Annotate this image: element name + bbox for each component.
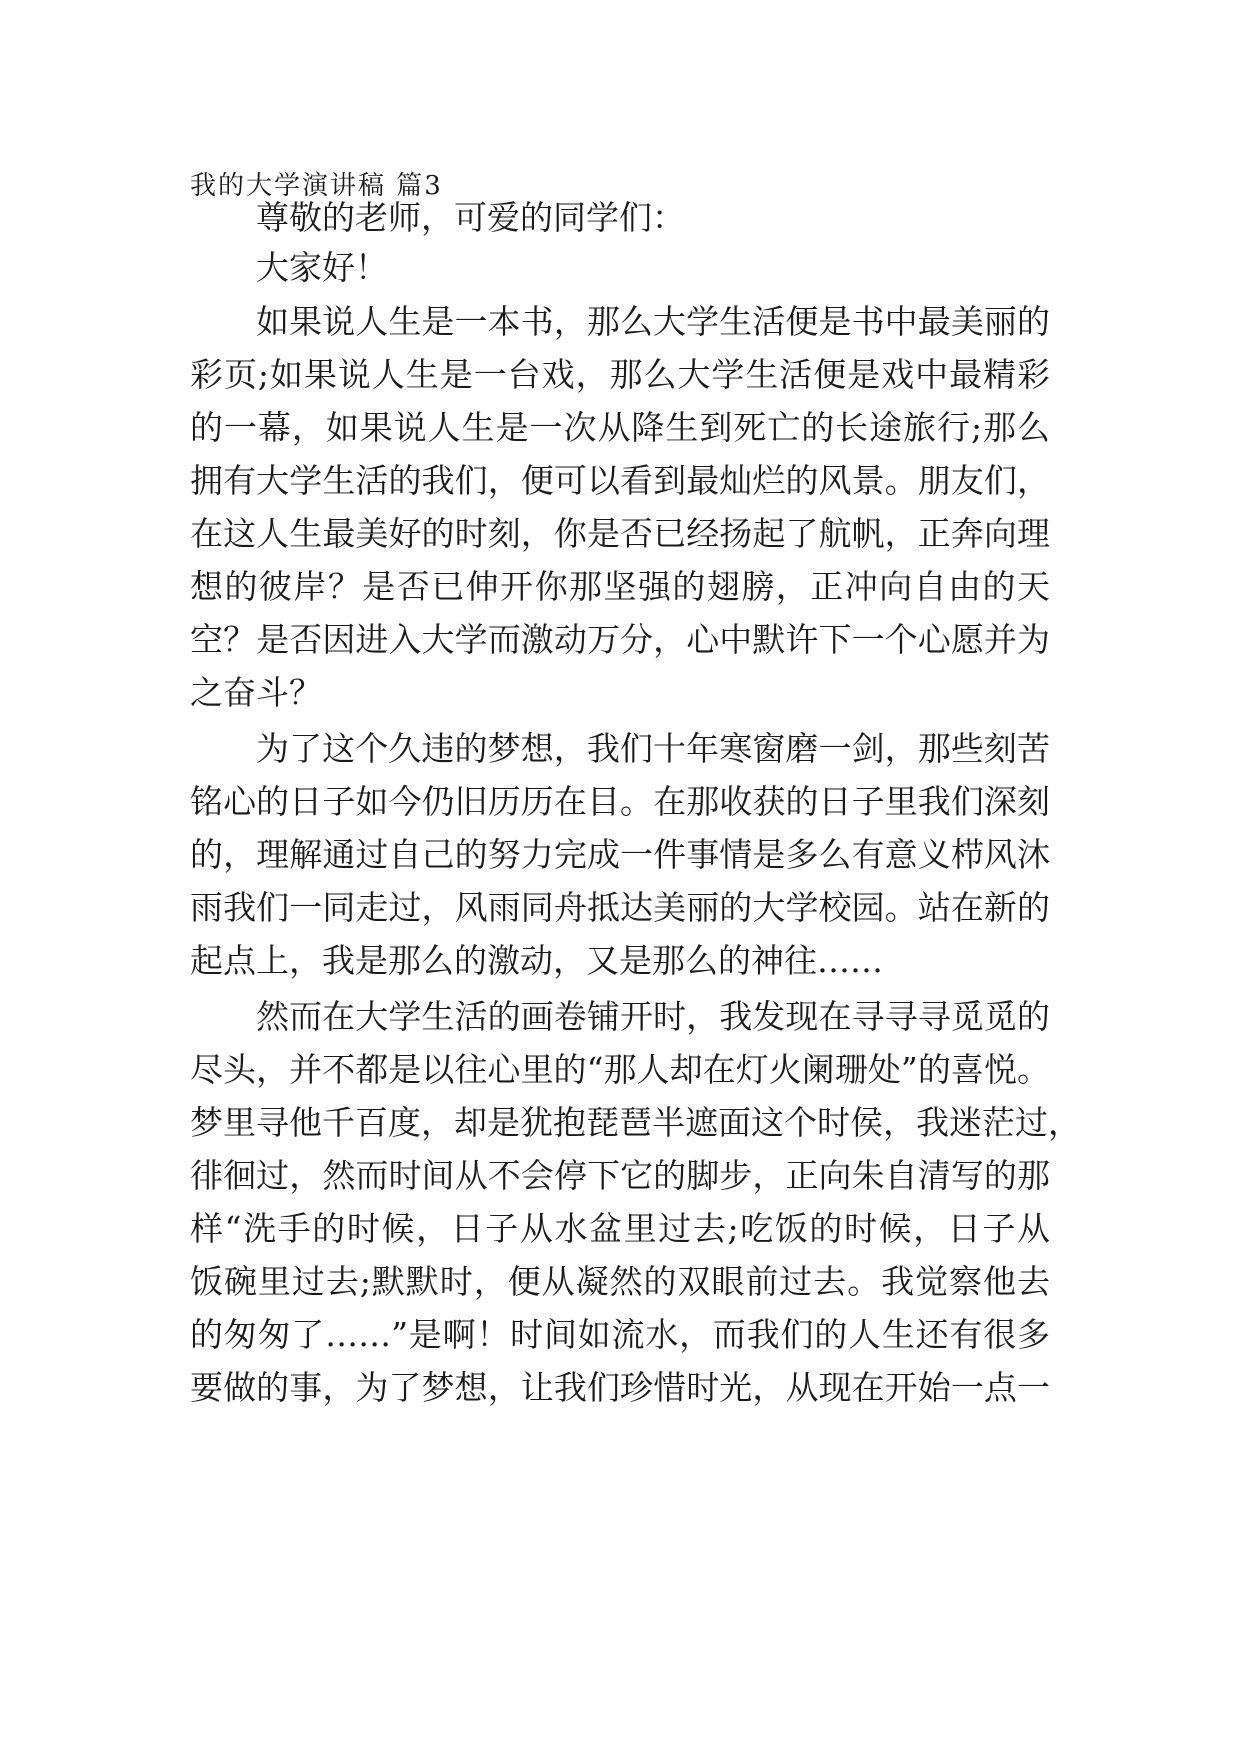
paragraph-line: 为了这个久违的梦想，我们十年寒窗磨一剑，那些刻苦 bbox=[256, 729, 1050, 768]
paragraph-line: 然而在大学生活的画卷铺开时，我发现在寻寻寻觅觅的 bbox=[256, 997, 1050, 1036]
paragraph-line: 的一幕，如果说人生是一次从降生到死亡的长途旅行;那么 bbox=[190, 408, 1050, 447]
paragraph-line: 彩页;如果说人生是一台戏，那么大学生活便是戏中最精彩 bbox=[190, 355, 1050, 394]
paragraph-line: 尽头，并不都是以往心里的“那人却在灯火阑珊处”的喜悦。 bbox=[190, 1050, 1050, 1089]
paragraph-line: 如果说人生是一本书，那么大学生活便是书中最美丽的 bbox=[256, 302, 1050, 341]
paragraph-line: 梦里寻他千百度，却是犹抱琵琶半遮面这个时侯，我迷茫过， bbox=[190, 1103, 1081, 1142]
paragraph-line: 铭心的日子如今仍旧历历在目。在那收获的日子里我们深刻 bbox=[190, 782, 1050, 821]
document-title: 我的大学演讲稿 篇3 bbox=[190, 171, 443, 201]
salutation: 尊敬的老师，可爱的同学们： bbox=[256, 198, 685, 237]
paragraph-line: 在这人生最美好的时刻，你是否已经扬起了航帆，正奔向理 bbox=[190, 514, 1050, 553]
paragraph-line: 饭碗里过去;默默时，便从凝然的双眼前过去。我觉察他去 bbox=[190, 1262, 1050, 1301]
paragraph-line: 拥有大学生活的我们，便可以看到最灿烂的风景。朋友们， bbox=[190, 461, 1050, 500]
greeting: 大家好！ bbox=[256, 248, 388, 287]
paragraph-line: 空？是否因进入大学而激动万分，心中默许下一个心愿并为 bbox=[190, 620, 1050, 659]
paragraph-line: 样“洗手的时候，日子从水盆里过去;吃饭的时候，日子从 bbox=[190, 1209, 1050, 1248]
paragraph-line: 想的彼岸？是否已伸开你那坚强的翅膀，正冲向自由的天 bbox=[190, 567, 1050, 606]
paragraph-line: 起点上，我是那么的激动，又是那么的神往…… bbox=[190, 941, 883, 980]
paragraph-line: 雨我们一同走过，风雨同舟抵达美丽的大学校园。站在新的 bbox=[190, 888, 1050, 927]
paragraph-line: 徘徊过，然而时间从不会停下它的脚步，正向朱自清写的那 bbox=[190, 1156, 1050, 1195]
paragraph-line: 之奋斗？ bbox=[190, 673, 322, 712]
paragraph-line: 的匆匆了……”是啊！时间如流水，而我们的人生还有很多 bbox=[190, 1315, 1050, 1354]
paragraph-line: 的，理解通过自己的努力完成一件事情是多么有意义栉风沐 bbox=[190, 835, 1050, 874]
paragraph-line: 要做的事，为了梦想，让我们珍惜时光，从现在开始一点一 bbox=[190, 1368, 1050, 1407]
